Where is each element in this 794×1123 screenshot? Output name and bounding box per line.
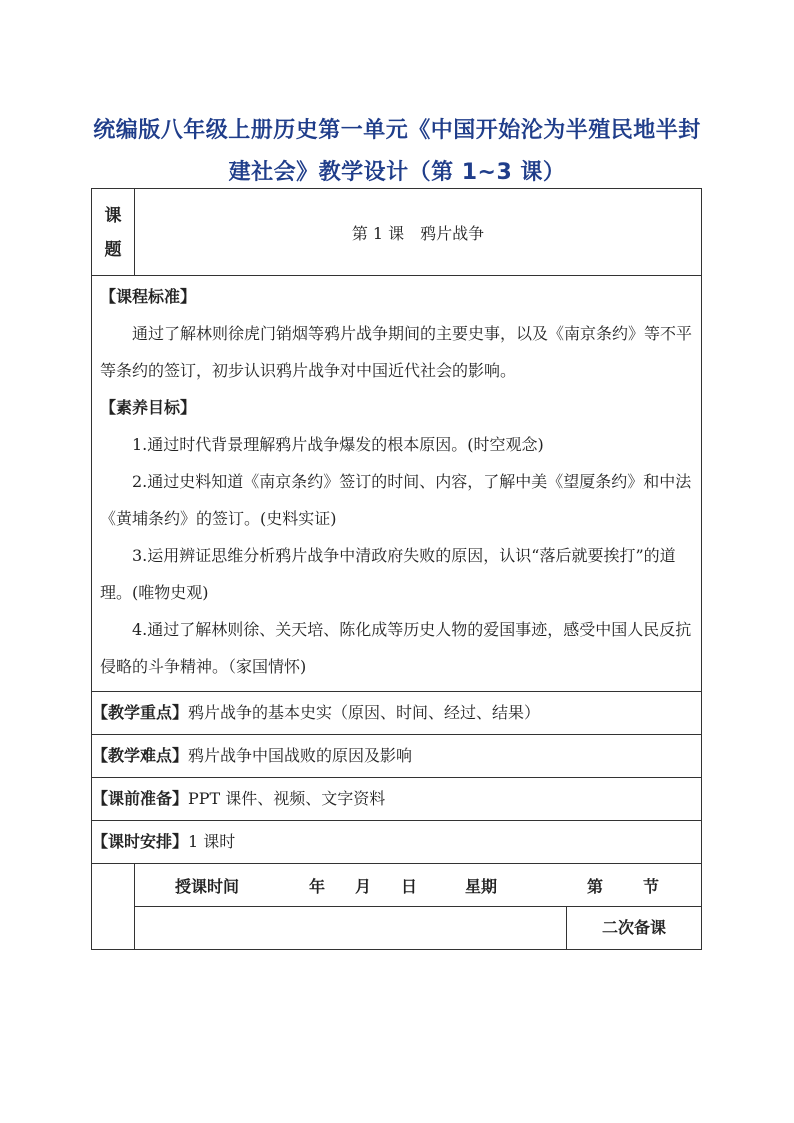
key-point-text: 鸦片战争的基本史实（原因、时间、经过、结果） bbox=[188, 703, 541, 722]
preparation-label: 【课前准备】 bbox=[92, 789, 189, 808]
title-line-2: 建社会》教学设计（第 1~3 课） bbox=[228, 160, 566, 185]
hours-text: 1 课时 bbox=[188, 832, 236, 851]
hours-row bbox=[92, 821, 702, 864]
standard-text: 通过了解林则徐虎门销烟等鸦片战争期间的主要史事，以及《南京条约》等不平等条约的签订，初步认识鸦片战争对中国近代社会的影响。 bbox=[100, 324, 693, 380]
document-title bbox=[60, 110, 734, 194]
goal-item: 3.运用辨证思维分析鸦片战争中清政府失败的原因，认识“落后就要挨打”的道理。(唯物史观) bbox=[100, 546, 676, 602]
schedule-time-line bbox=[135, 864, 701, 906]
content-row bbox=[92, 276, 702, 692]
goals-heading: 【素养目标】 bbox=[100, 398, 197, 417]
standard-heading: 【课程标准】 bbox=[100, 287, 197, 306]
lesson-plan-table bbox=[91, 188, 702, 950]
weekday-label: 星期 bbox=[465, 877, 498, 896]
day-label: 日 bbox=[401, 877, 418, 896]
schedule-left-blank bbox=[92, 864, 135, 950]
hours-label: 【课时安排】 bbox=[92, 832, 189, 851]
time-label: 授课时间 bbox=[175, 877, 240, 896]
key-point-row bbox=[92, 692, 702, 735]
second-preparation-label: 二次备课 bbox=[566, 907, 701, 949]
goal-item: 1.通过时代背景理解鸦片战争爆发的根本原因。(时空观念) bbox=[132, 435, 544, 454]
month-label: 月 bbox=[355, 877, 372, 896]
year-label: 年 bbox=[309, 877, 326, 896]
key-point-label: 【教学重点】 bbox=[92, 703, 189, 722]
title-line-1: 统编版八年级上册历史第一单元《中国开始沦为半殖民地半封 bbox=[93, 118, 701, 143]
lesson-label-char-1: 课 bbox=[104, 206, 122, 226]
preparation-text: PPT 课件、视频、文字资料 bbox=[188, 789, 386, 808]
period-di-label: 第 bbox=[587, 877, 604, 896]
schedule-row bbox=[92, 864, 702, 950]
schedule-cell bbox=[135, 864, 702, 950]
content-cell bbox=[92, 276, 702, 692]
difficulty-text: 鸦片战争中国战败的原因及影响 bbox=[188, 746, 413, 765]
preparation-row bbox=[92, 778, 702, 821]
goal-item: 4.通过了解林则徐、关天培、陈化成等历史人物的爱国事迹，感受中国人民反抗侵略的斗争精神。（家国情怀) bbox=[100, 620, 692, 676]
lesson-title-row bbox=[92, 189, 702, 276]
difficulty-label: 【教学难点】 bbox=[92, 746, 189, 765]
difficulty-row bbox=[92, 735, 702, 778]
lesson-name: 第 1 课 鸦片战争 bbox=[135, 189, 702, 276]
lesson-label-cell bbox=[92, 189, 135, 276]
schedule-prep-line bbox=[135, 906, 701, 949]
lesson-label-char-2: 题 bbox=[104, 240, 122, 260]
period-jie-label: 节 bbox=[643, 877, 660, 896]
goal-item: 2.通过史料知道《南京条约》签订的时间、内容，了解中美《望厦条约》和中法《黄埔条约》的签订。(史料实证) bbox=[100, 472, 692, 528]
